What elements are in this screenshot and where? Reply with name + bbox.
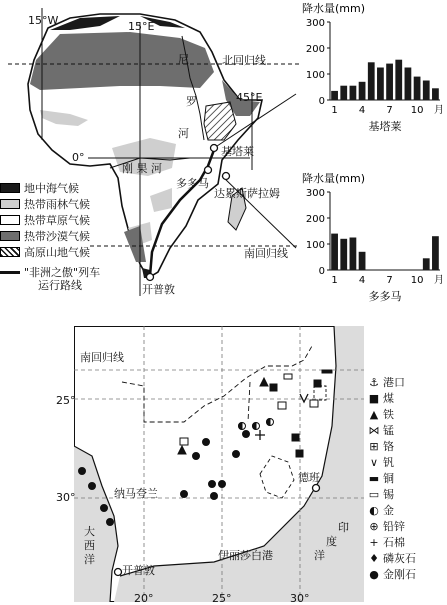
legend-label: 金 [383,504,394,517]
legend-train-route [0,264,100,280]
diamond-shape-icon: ♦ [369,551,379,565]
tropic-north-label: 北回归线 [222,54,266,67]
y-tick-label: 300 [305,18,325,29]
bar-7 [386,64,393,100]
indian-label-1: 印 [338,521,349,534]
tropic-south-label: 南回归线 [244,247,288,260]
y-tick-label: 0 [318,266,325,277]
diamond-marker [233,451,240,458]
chromium-marker [278,402,286,409]
mineral-symbols [74,326,364,602]
diamond-marker [193,453,200,460]
legend-swatch-desert [0,231,20,241]
sa-lon-25-label: 25° [212,592,232,605]
indian-label-3: 洋 [314,549,325,562]
square-icon: ■ [368,391,380,405]
sa-legend-copper [368,470,394,486]
diamond-marker [101,505,108,512]
nile-label-1: 尼 [178,53,189,66]
bar-8 [395,60,402,100]
legend-desert [0,228,90,244]
sa-tropic-label: 南回归线 [80,351,124,364]
bar-4 [359,82,366,100]
x-tick-label: 7 [386,275,393,286]
diamond-marker [203,439,210,446]
legend-savanna [0,212,90,228]
legend-train-route-2: 运行路线 [38,279,82,292]
bar-11 [423,258,430,270]
legend-label: 热带雨林气候 [24,198,90,211]
bar-2 [340,239,347,270]
y-tick-label: 300 [305,188,325,199]
vanadium-marker [300,394,308,402]
anchor-icon: ⚓ [369,375,379,389]
x-tick-label: 4 [358,105,366,116]
durban-label: 德班 [298,471,320,484]
diamond-marker [219,481,226,488]
legend-label: 锰 [383,424,394,437]
bar-11 [423,81,430,101]
tin-marker [284,374,292,379]
legend-label: 锡 [383,488,394,501]
bar-2 [340,86,347,100]
chart-title: 基塔莱 [368,120,402,133]
equator-label: 0° [72,151,85,164]
legend-label: 热带沙漠气候 [24,230,90,243]
legend-label: 煤 [383,392,394,405]
port-elizabeth-label: 伊丽莎白港 [218,549,273,562]
asbestos-marker [255,430,265,440]
legend-label: 石棉 [383,536,405,549]
legend-swatch-highland [0,247,20,257]
kitale-rainfall-chart [298,0,447,140]
diamond-marker [243,431,250,438]
sa-lon-30-label: 30° [290,592,310,605]
y-tick-label: 200 [305,44,325,55]
diamond-marker [209,481,216,488]
legend-label: 铜 [383,472,394,485]
half-circle-icon: ◐ [369,503,379,517]
y-axis-label: 降水量(mm) [302,172,366,185]
city-kitale-label: 基塔莱 [221,145,254,158]
dar-marker [223,173,230,180]
sa-legend-vanadium [368,454,394,470]
meridian-15e-label: 15°E [128,20,155,33]
x-tick-label: 10 [410,275,424,286]
sa-legend-tin [368,486,394,502]
bar-5 [368,62,375,100]
open-rect-icon: ▭ [368,487,380,501]
nile-label-2: 罗 [186,95,197,108]
capetown-port-marker [115,569,122,576]
diamond-marker [79,468,86,475]
x-tick-label: 7 [386,105,393,116]
x-tick-label: 1 [331,105,338,116]
bar-4 [359,252,366,270]
sa-lat-25-label: 25° [56,394,76,407]
bar-9 [405,68,412,101]
sa-capetown-label: 开普敦 [122,564,155,577]
y-tick-label: 0 [318,96,325,107]
x-tick-label: 1 [331,275,338,286]
nile-label-3: 河 [178,127,189,140]
diamond-marker [89,483,96,490]
indian-label-2: 度 [326,535,337,548]
plus-icon: + [369,535,379,549]
legend-label: 金刚石 [383,568,416,581]
y-tick-label: 100 [305,70,325,81]
copper-marker [322,370,332,373]
sa-legend-manganese [368,422,394,438]
triangle-icon: ▲ [369,407,379,421]
city-capetown-label: 开普敦 [142,283,175,296]
bar-1 [331,234,338,270]
sa-lat-30-label: 30° [56,491,76,504]
iron-marker [260,378,268,386]
bar-3 [350,86,357,100]
sa-lon-20-label: 20° [134,592,154,605]
boxed-square-icon: ⊞ [369,439,379,453]
sa-legend-port [368,374,405,390]
legend-label: 港口 [383,376,405,389]
legend-swatch-savanna [0,215,20,225]
meridian-45e-label: 45°E [236,91,263,104]
legend-label: 钒 [383,456,394,469]
x-tick-label: 10 [410,105,424,116]
filled-circle-icon: ● [369,567,379,581]
legend-label: 高原山地气候 [24,246,90,259]
bar-1 [331,91,338,100]
legend-label: 铬 [383,440,394,453]
namaqualand-label: 纳马夸兰 [114,487,158,500]
sa-legend-iron [368,406,394,422]
congo-river-label: 刚 果 河 [122,162,162,175]
coal-marker [292,434,299,441]
legend-mediterranean [0,180,79,196]
atlantic-label-2: 西 [84,539,95,552]
durban-port-marker [313,485,320,492]
meridian-15w-label: 15°W [28,14,59,27]
legend-highland [0,244,90,260]
iron-marker [178,446,186,454]
diamond-marker [181,491,188,498]
coal-marker [296,450,303,457]
atlantic-label-3: 洋 [84,553,95,566]
dash-icon: ▬ [368,471,380,485]
bar-3 [350,238,357,271]
v-icon: ∨ [369,455,379,469]
sa-legend-asbestos [368,534,405,550]
city-dodoma-label: 多多马 [176,177,209,190]
city-dar-label: 达累斯萨拉姆 [214,187,280,200]
legend-label: 铁 [383,408,394,421]
coal-marker [270,384,277,391]
bar-6 [377,68,384,101]
capetown-marker [147,274,154,281]
dodoma-rainfall-chart [298,170,447,320]
legend-label: 地中海气候 [24,182,79,195]
sa-legend-coal [368,390,394,406]
dodoma-marker [205,167,212,174]
y-tick-label: 100 [305,240,325,251]
sa-legend-diamond [368,566,416,582]
y-axis-label: 降水量(mm) [302,2,366,15]
x-tick-label: 4 [358,275,366,286]
legend-label: 铅锌 [383,520,405,533]
atlantic-label-1: 大 [84,525,95,538]
bar-12 [432,88,439,100]
legend-swatch-rainforest [0,199,20,209]
diamond-marker [107,519,114,526]
legend-label: 磷灰石 [383,552,416,565]
sa-legend-phosphate [368,550,416,566]
diamond-marker [211,493,218,500]
coal-marker [314,380,321,387]
chart-title: 多多马 [368,290,402,303]
kitale-marker [211,145,218,152]
legend-label: 热带草原气候 [24,214,90,227]
sa-legend-chromium [368,438,394,454]
y-tick-label: 200 [305,214,325,225]
legend-swatch-mediterranean [0,183,20,193]
sa-legend-gold [368,502,394,518]
legend-rainforest [0,196,90,212]
bowtie-icon: ⋈ [368,423,380,437]
x-tick-label: 月 [434,105,444,116]
legend-swatch-train [0,271,20,274]
circle-cross-icon: ⊕ [369,519,379,533]
sa-legend-lead-zinc [368,518,405,534]
bar-10 [414,77,421,100]
bar-12 [432,236,439,270]
x-tick-label: 月 [434,275,444,286]
legend-label: "非洲之傲"列车 [24,266,101,279]
